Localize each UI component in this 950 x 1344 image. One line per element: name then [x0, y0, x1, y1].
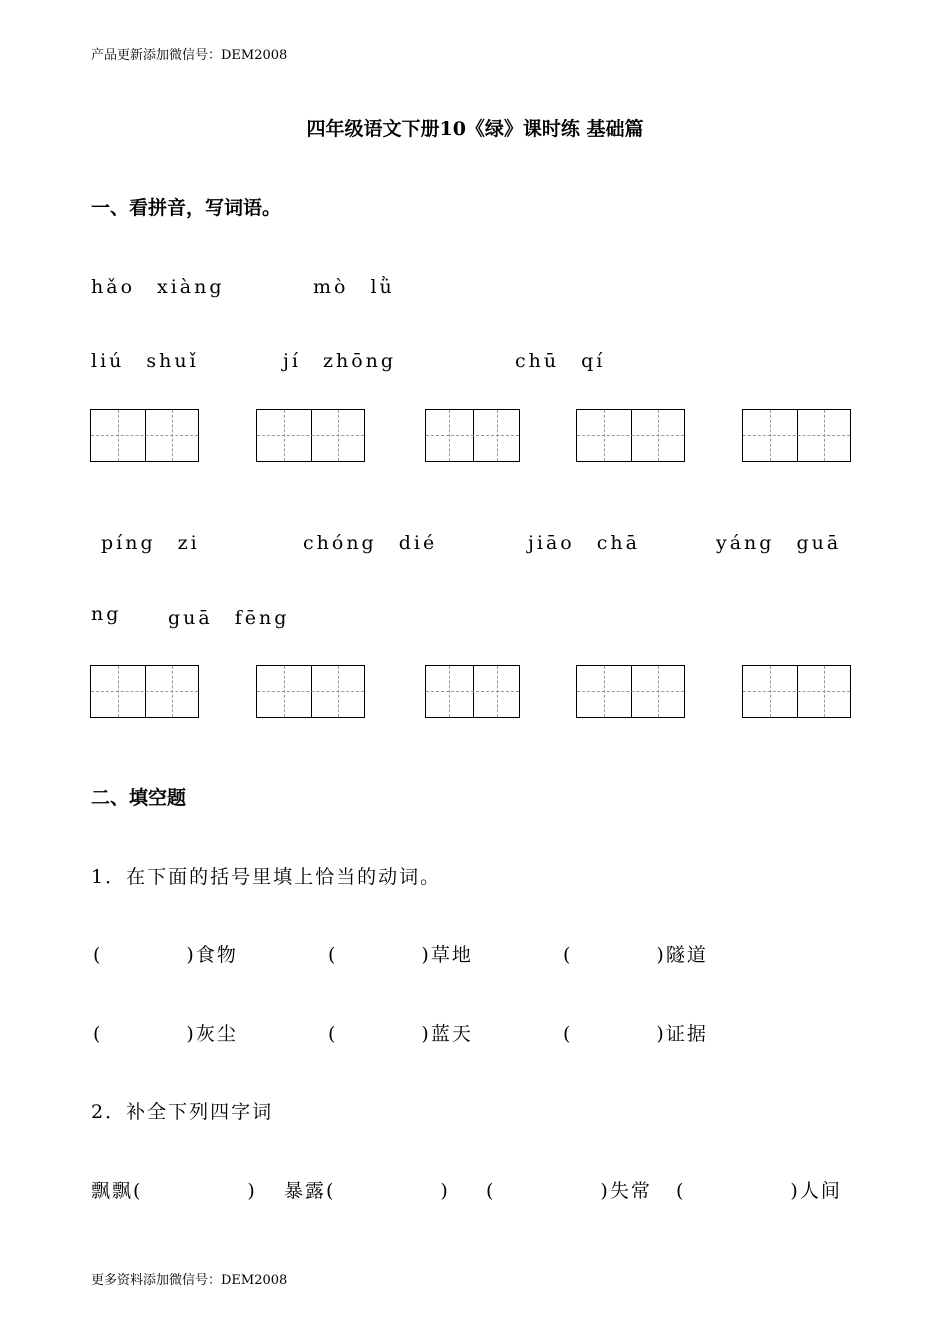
page-footer: 更多资料添加微信号：DEM2008 [91, 1273, 288, 1288]
pinyin-item: píng zi [101, 532, 200, 554]
fill-blank-item[interactable]: ( )证据 [563, 1023, 708, 1045]
writing-grid[interactable] [576, 409, 685, 462]
writing-grid[interactable] [90, 409, 199, 462]
page-title: 四年级语文下册10《绿》课时练 基础篇 [306, 118, 644, 140]
writing-grid[interactable] [425, 665, 520, 718]
fill-blank-item[interactable]: ( )食物 [93, 944, 238, 966]
pinyin-item: ng [91, 603, 122, 625]
fill-blank-item[interactable]: ( )隧道 [563, 944, 708, 966]
pinyin-item: guā fēng [168, 607, 290, 629]
pinyin-item: jí zhōng [283, 350, 397, 372]
fill-blank-item[interactable]: ( )草地 [328, 944, 473, 966]
pinyin-item: chū qí [515, 350, 606, 372]
fill-blank-item[interactable]: ( )失常 [486, 1180, 652, 1202]
page-header: 产品更新添加微信号：DEM2008 [91, 48, 288, 63]
writing-grid[interactable] [90, 665, 199, 718]
section-2-heading: 二、填空题 [91, 787, 187, 809]
writing-grid[interactable] [576, 665, 685, 718]
writing-grid[interactable] [256, 665, 365, 718]
writing-grid[interactable] [425, 409, 520, 462]
fill-blank-item[interactable]: 飘飘( ) [91, 1180, 257, 1202]
pinyin-item: yáng guā [716, 532, 842, 554]
question-2-prompt: 2．补全下列四字词 [91, 1101, 274, 1123]
writing-grid[interactable] [742, 409, 851, 462]
fill-blank-item[interactable]: ( )灰尘 [93, 1023, 238, 1045]
fill-blank-item[interactable]: ( )蓝天 [328, 1023, 473, 1045]
fill-blank-item[interactable]: 暴露( ) [284, 1180, 450, 1202]
section-1-heading: 一、看拼音，写词语。 [91, 197, 282, 219]
pinyin-item: jiāo chā [528, 532, 640, 554]
pinyin-item: hǎo xiàng [91, 276, 225, 298]
pinyin-item: chóng dié [303, 532, 438, 554]
writing-grid[interactable] [256, 409, 365, 462]
pinyin-item: mò lǜ [313, 276, 395, 298]
fill-blank-item[interactable]: ( )人间 [676, 1180, 842, 1202]
pinyin-item: liú shuǐ [91, 350, 199, 372]
question-1-prompt: 1．在下面的括号里填上恰当的动词。 [91, 866, 442, 888]
writing-grid[interactable] [742, 665, 851, 718]
